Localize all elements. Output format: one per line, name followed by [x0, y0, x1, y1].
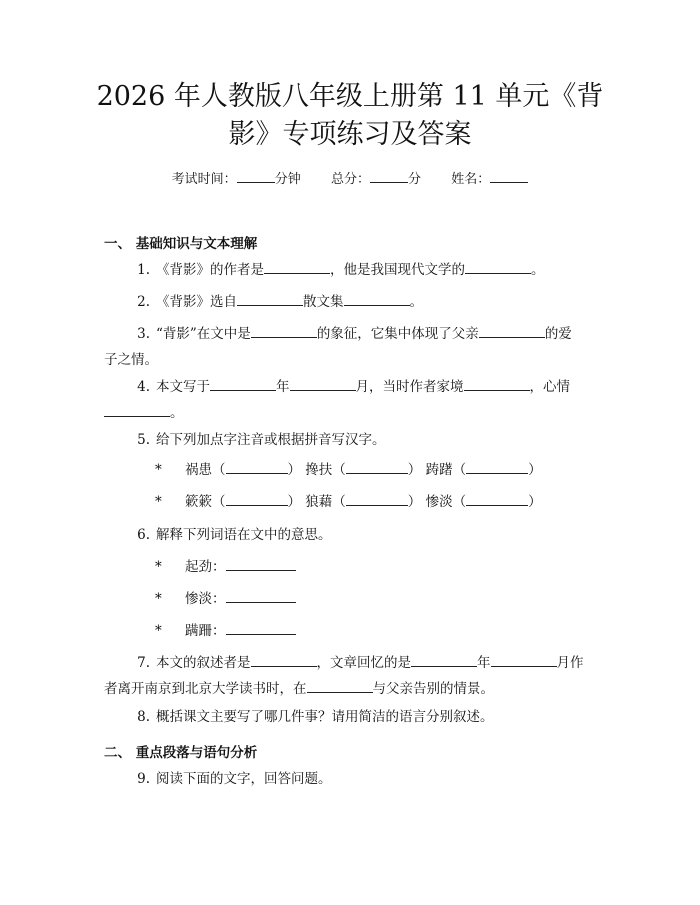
- answer-blank: [226, 590, 296, 603]
- question-text: 年: [477, 655, 491, 671]
- question-number: 2.: [137, 294, 150, 310]
- score-blank: [370, 170, 408, 183]
- bullet: *: [155, 494, 162, 510]
- score-label: 总分：: [330, 172, 370, 187]
- bullet: *: [155, 591, 162, 607]
- question-text: 《背影》选自: [156, 294, 237, 310]
- answer-blank: [210, 378, 276, 391]
- name-blank: [490, 170, 528, 183]
- question-6: [104, 522, 604, 548]
- bullet: *: [155, 462, 162, 478]
- answer-blank: [307, 680, 373, 693]
- answer-blank: [346, 461, 408, 474]
- word: 簌簌: [185, 494, 212, 510]
- answer-blank: [466, 461, 528, 474]
- answer-blank: [226, 493, 288, 506]
- question-text: 者离开南京到北京大学读书时，在: [104, 681, 307, 697]
- word: 狼藉: [305, 494, 333, 510]
- question-1: [104, 257, 604, 283]
- question-text: 的象征，它集中体现了父亲: [316, 326, 479, 342]
- answer-blank: [290, 378, 356, 391]
- exam-time-label: 考试时间：: [171, 172, 237, 187]
- page-title: [0, 78, 700, 154]
- question-text: 的爱: [544, 326, 572, 342]
- answer-blank: [346, 493, 408, 506]
- question-text: 概括课文主要写了哪几件事？请用简洁的语言分别叙述。: [156, 709, 494, 725]
- answer-blank: [465, 261, 531, 274]
- answer-blank: [226, 558, 296, 571]
- word: 惨淡: [425, 494, 453, 510]
- question-text: 《背影》的作者是: [156, 262, 264, 278]
- question-text: 散文集: [303, 294, 344, 310]
- question-text: 解释下列词语在文中的意思。: [156, 527, 332, 543]
- answer-blank: [251, 325, 317, 338]
- section-heading-1: 一、 基础知识与文本理解: [104, 236, 258, 252]
- question-7: [104, 650, 604, 702]
- exam-meta: [0, 168, 700, 187]
- question-text: ，文章回忆的是: [316, 655, 411, 671]
- word: 踌躇: [425, 462, 453, 478]
- word: 起劲：: [185, 559, 226, 575]
- title-line-2: 影》专项练习及答案: [228, 119, 472, 150]
- score-unit: 分: [408, 172, 422, 187]
- question-text: 月作: [556, 655, 584, 671]
- answer-blank: [479, 325, 545, 338]
- answer-blank: [411, 654, 477, 667]
- answer-blank: [344, 293, 410, 306]
- question-text: 年: [276, 379, 290, 395]
- pinyin-row-2: * 簌簌（ ） 狼藉（ ） 惨淡（ ）: [155, 490, 542, 514]
- word: 惨淡：: [185, 591, 226, 607]
- question-text: 本文写于: [156, 379, 210, 395]
- exam-time-unit: 分钟: [274, 172, 301, 187]
- question-text: 阅读下面的文字，回答问题。: [156, 771, 332, 787]
- pinyin-row-1: * 祸患（ ） 搀扶（ ） 踌躇（ ）: [155, 458, 542, 482]
- question-number: 6.: [137, 527, 150, 543]
- question-text: 与父亲告别的情景。: [372, 681, 494, 697]
- title-line-1: 2026 年人教版八年级上册第 11 单元《背: [96, 81, 604, 112]
- bullet: *: [155, 559, 162, 575]
- answer-blank: [104, 404, 170, 417]
- question-number: 8.: [137, 709, 150, 725]
- question-text: “背影”在文中是: [156, 326, 251, 342]
- question-text: 。: [409, 294, 423, 310]
- question-number: 9.: [137, 771, 150, 787]
- question-number: 3.: [137, 326, 150, 342]
- word: 祸患: [185, 462, 212, 478]
- question-number: 7.: [137, 655, 150, 671]
- question-number: 5.: [137, 432, 150, 448]
- word: 搀扶: [305, 462, 333, 478]
- question-text: 子之情。: [104, 352, 158, 368]
- question-2: [104, 289, 604, 315]
- answer-blank: [251, 654, 317, 667]
- question-3: [104, 321, 604, 373]
- bullet: *: [155, 623, 162, 639]
- question-5: [104, 427, 604, 453]
- question-text: 月，当时作者家境: [355, 379, 464, 395]
- answer-blank: [466, 493, 528, 506]
- question-text: 本文的叙述者是: [156, 655, 251, 671]
- answer-blank: [491, 654, 557, 667]
- question-9: [104, 766, 604, 792]
- definition-item: [155, 555, 296, 579]
- question-number: 4.: [137, 379, 150, 395]
- word: 蹒跚：: [185, 623, 226, 639]
- definition-item: [155, 619, 296, 643]
- question-number: 1.: [137, 262, 150, 278]
- question-8: [104, 704, 604, 730]
- question-4: [104, 374, 604, 426]
- name-label: 姓名：: [451, 172, 491, 187]
- question-text: ，他是我国现代文学的: [330, 262, 465, 278]
- answer-blank: [226, 622, 296, 635]
- section-heading-2: 二、 重点段落与语句分析: [104, 745, 258, 761]
- definition-item: [155, 587, 296, 611]
- question-text: 。: [170, 405, 184, 421]
- question-text: ，心情: [529, 379, 570, 395]
- answer-blank: [237, 293, 303, 306]
- answer-blank: [264, 261, 330, 274]
- exam-time-blank: [237, 170, 275, 183]
- answer-blank: [464, 378, 530, 391]
- question-text: 。: [531, 262, 545, 278]
- question-text: 给下列加点字注音或根据拼音写汉字。: [156, 432, 386, 448]
- answer-blank: [226, 461, 288, 474]
